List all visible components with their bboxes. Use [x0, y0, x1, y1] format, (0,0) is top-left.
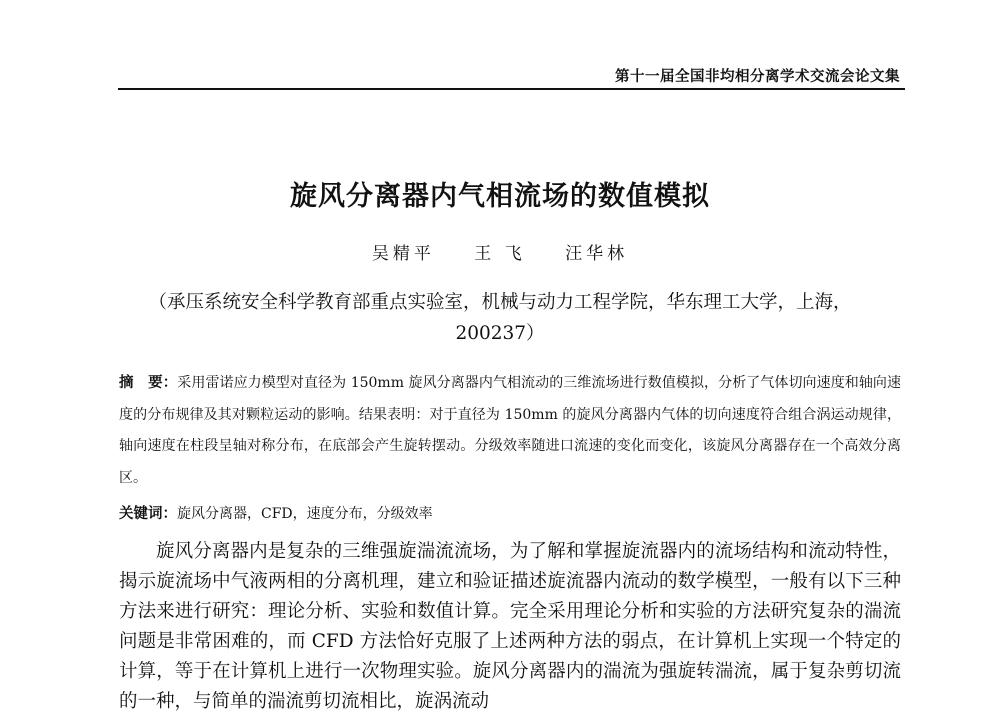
body-paragraph: 旋风分离器内是复杂的三维强旋湍流流场，为了解和掌握旋流器内的流场结构和流动特性，揭示旋流场中气液两相的分离机理，建立和验证描述旋流器内流动的数学模型，一般有以下三种方法来进行研究：理论分析、实验和数值计算。完全采用理论分析和实验的方法研究复杂的湍流问题是非常困难的，而 CFD 方法恰好克服了上述两种方法的弱点，在计算机上实现一个特定的计算，等于在计算机上进行一次物理实验。旋风分离器内的湍流为强旋转湍流，属于复杂剪切流的一种，与简单的湍流剪切流相比，旋涡流动 — [119, 541, 901, 712]
abstract-label: 摘 要： — [119, 375, 178, 391]
keywords-text: 旋风分离器，CFD，速度分布，分级效率 — [177, 506, 433, 522]
abstract — [119, 368, 901, 494]
affiliation-line-1: （承压系统安全科学教育部重点实验室，机械与动力工程学院，华东理工大学，上海， — [148, 292, 852, 313]
affiliation-line-2: 200237） — [455, 323, 545, 344]
abstract-text: 采用雷诺应力模型对直径为 150mm 旋风分离器内气相流动的三维流场进行数值模拟，分析了气体切向速度和轴向速度的分布规律及其对颗粒运动的影响。结果表明：对于直径为 150mm 的旋风分离器内气体的切向速度符合组合涡运动规律，轴向速度在柱段呈轴对称分布，在底部会产生旋转摆动。分级效率随进口流速的变化而变化，该旋风分离器存在一个高效分离区。 — [119, 375, 902, 486]
keywords — [119, 502, 901, 526]
author-list — [0, 239, 1000, 264]
author-name: 汪华林 — [565, 244, 629, 264]
header-rule — [118, 88, 905, 90]
author-name: 王 飞 — [474, 244, 526, 264]
keywords-label: 关键词： — [119, 506, 177, 522]
author-name: 吴精平 — [371, 244, 435, 264]
paper-title: 旋风分离器内气相流场的数值模拟 — [290, 181, 710, 212]
running-header: 第十一届全国非均相分离学术交流会论文集 — [615, 69, 900, 85]
